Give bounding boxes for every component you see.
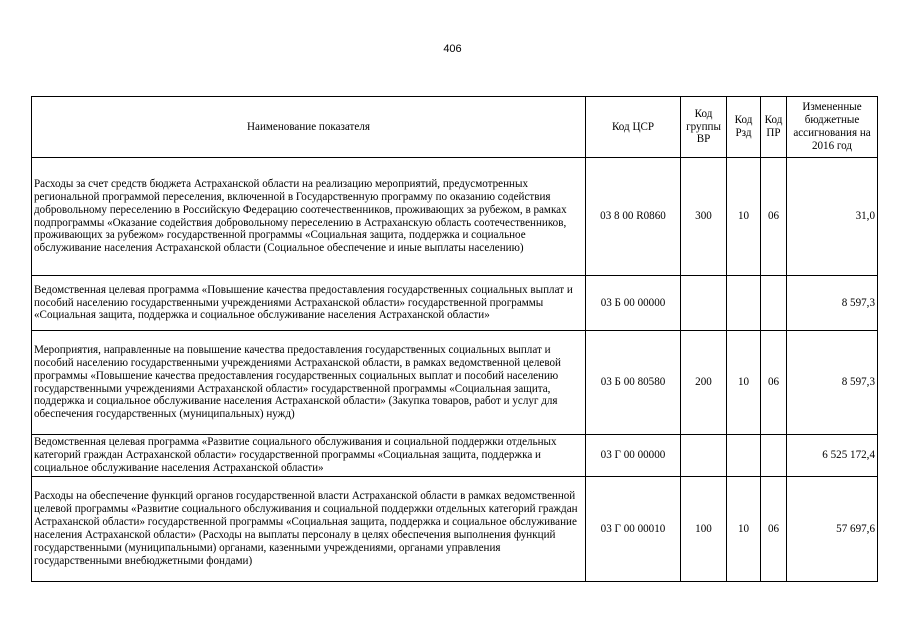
row-vr	[681, 435, 727, 477]
row-sum: 31,0	[787, 158, 878, 276]
header-csr: Код ЦСР	[586, 97, 681, 158]
header-name: Наименование показателя	[32, 97, 586, 158]
row-rzd: 10	[727, 477, 761, 582]
row-name: Расходы на обеспечение функций органов государственной власти Астраханской области в рамках ведомственной целевой программы «Развитие социального обслуживания и социальной поддержки отдельных категорий граждан Астраханской области» государственной программы «Социальная защита, поддержка и социальное обслуживание населения Астраханской области» (Расходы на выплаты персоналу в целях обеспечения выполнения функций государственными (муниципальными) органами, казенными учреждениями, органами управления государственными внебюджетными фондами)	[32, 477, 586, 582]
row-sum: 8 597,3	[787, 276, 878, 331]
row-sum: 6 525 172,4	[787, 435, 878, 477]
row-sum: 8 597,3	[787, 331, 878, 435]
row-pr	[761, 435, 787, 477]
row-name: Ведомственная целевая программа «Повышение качества предоставления государственных социальных выплат и пособий населению государственными учреждениями Астраханской области» государственной программы «Социальная защита, поддержка и социальное обслуживание населения Астраханской области»	[32, 276, 586, 331]
budget-table	[31, 96, 878, 582]
header-row	[32, 97, 878, 158]
row-pr: 06	[761, 331, 787, 435]
table-row	[32, 435, 878, 477]
table-header	[32, 97, 878, 158]
row-pr: 06	[761, 477, 787, 582]
table-row	[32, 477, 878, 582]
row-sum: 57 697,6	[787, 477, 878, 582]
row-pr: 06	[761, 158, 787, 276]
row-vr: 300	[681, 158, 727, 276]
row-csr: 03 8 00 R0860	[586, 158, 681, 276]
row-csr: 03 Г 00 00010	[586, 477, 681, 582]
header-pr: Код ПР	[761, 97, 787, 158]
row-vr: 200	[681, 331, 727, 435]
row-vr: 100	[681, 477, 727, 582]
row-rzd: 10	[727, 331, 761, 435]
row-vr	[681, 276, 727, 331]
row-rzd	[727, 276, 761, 331]
row-csr: 03 Б 00 80580	[586, 331, 681, 435]
table-body	[32, 158, 878, 582]
row-name: Мероприятия, направленные на повышение качества предоставления государственных социальных выплат и пособий населению государственными учреждениями Астраханской области, в рамках ведомственной целевой программы «Повышение качества предоставления государственных социальных выплат и пособий населению государственными учреждениями Астраханской области» государственной программы «Социальная защита, поддержка и социальное обслуживание населения Астраханской области» (Закупка товаров, работ и услуг для обеспечения государственных (муниципальных) нужд)	[32, 331, 586, 435]
row-name: Расходы за счет средств бюджета Астраханской области на реализацию мероприятий, предусмотренных региональной программой переселения, включенной в Государственную программу по оказанию содействия добровольному переселению в Российскую Федерацию соотечественников, проживающих за рубежом, в рамках подпрограммы «Оказание содействия добровольному переселению в Астраханскую область соотечественников, проживающих за рубежом» государственной программы «Социальная защита, поддержка и социальное обслуживание населения Астраханской области (Социальное обеспечение и иные выплаты населению)	[32, 158, 586, 276]
header-vr: Код группы ВР	[681, 97, 727, 158]
row-csr: 03 Б 00 00000	[586, 276, 681, 331]
table-row	[32, 276, 878, 331]
row-pr	[761, 276, 787, 331]
table-row	[32, 158, 878, 276]
row-name: Ведомственная целевая программа «Развитие социального обслуживания и социальной поддержки отдельных категорий граждан Астраханской области» государственной программы «Социальная защита, поддержка и социальное обслуживание населения Астраханской области»	[32, 435, 586, 477]
row-rzd: 10	[727, 158, 761, 276]
header-sum: Измененные бюджетные ассигнования на 2016 год	[787, 97, 878, 158]
row-csr: 03 Г 00 00000	[586, 435, 681, 477]
header-rzd: Код Рзд	[727, 97, 761, 158]
page-number: 406	[443, 43, 462, 55]
row-rzd	[727, 435, 761, 477]
table-row	[32, 331, 878, 435]
